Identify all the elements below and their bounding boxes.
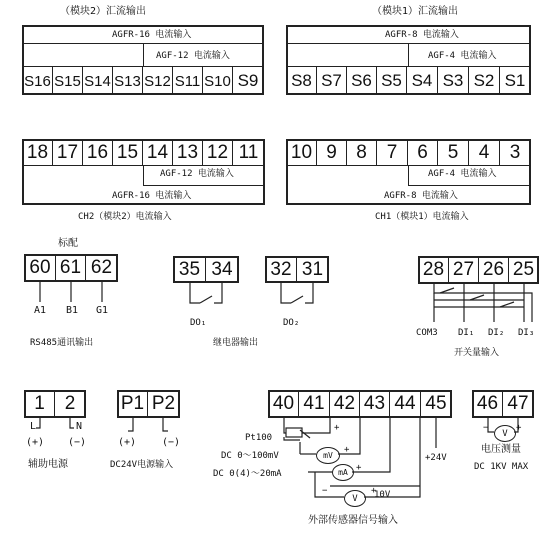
- sensor-24v-label: +24V: [425, 453, 447, 463]
- terminal: 3: [509, 141, 521, 163]
- terminal: 16: [83, 140, 113, 165]
- sensor-caption: 外部传感器信号输入: [308, 515, 398, 526]
- switch-di3-label: DI₃: [518, 328, 535, 338]
- v-meter-label: V: [352, 493, 358, 504]
- ch1-row1-label: AGF-4 电流输入: [428, 169, 497, 179]
- terminal: S16: [23, 67, 53, 95]
- terminal: 45: [425, 393, 447, 414]
- svg-text:+: +: [371, 486, 377, 496]
- terminal: S2: [469, 67, 500, 95]
- terminal: S15: [53, 67, 83, 95]
- svg-text:+: +: [344, 445, 350, 455]
- rs485-caption: RS485通讯输出: [30, 338, 94, 348]
- module1-row1-label: AGFR-8 电流输入: [385, 30, 459, 40]
- terminal: S3: [438, 67, 469, 95]
- terminal: 7: [377, 140, 408, 165]
- module2-row1-label: AGFR-16 电流输入: [112, 30, 192, 40]
- ch1-caption: CH1（模块1）电流输入: [375, 212, 469, 222]
- terminal: 17: [53, 140, 83, 165]
- terminal: 44: [390, 391, 421, 417]
- terminal: 26: [479, 257, 509, 283]
- terminal: 34: [211, 258, 233, 280]
- terminal: 47: [507, 393, 529, 414]
- terminal: 5: [438, 140, 469, 165]
- ch2-row1-label: AGF-12 电流输入: [160, 169, 234, 179]
- aux-minus-label: (−): [68, 437, 87, 448]
- terminal: S14: [83, 67, 113, 95]
- terminal: S11: [173, 67, 203, 95]
- switch-di2-label: DI₂: [488, 328, 505, 338]
- ch1-row2-label: AGFR-8 电流输入: [384, 191, 458, 201]
- relay-do2-label: DO₂: [283, 318, 300, 328]
- aux-caption: 辅助电源: [28, 459, 68, 470]
- dc24v-minus-label: (−): [162, 437, 181, 448]
- voltage-meter-label: V: [502, 428, 508, 439]
- terminal: 43: [360, 391, 390, 417]
- terminal: 28: [419, 257, 449, 283]
- terminal: 27: [449, 257, 479, 283]
- switch-caption: 开关量输入: [454, 348, 500, 358]
- switch-com-label: COM3: [416, 328, 438, 338]
- relay-caption: 继电器输出: [213, 338, 259, 348]
- terminal: S10: [203, 67, 233, 95]
- svg-text:+: +: [356, 463, 362, 473]
- ma-meter-label: mA: [338, 468, 348, 477]
- terminal: 61: [56, 255, 86, 281]
- module2-row2-label: AGF-12 电流输入: [156, 51, 230, 61]
- terminal: 12: [203, 140, 233, 165]
- terminal: S9: [237, 71, 259, 90]
- svg-text:+: +: [334, 423, 340, 433]
- terminal: S5: [377, 67, 407, 95]
- terminal: 4: [469, 140, 500, 165]
- voltage-caption2: DC 1KV MAX: [474, 462, 529, 472]
- terminal: 41: [299, 391, 330, 417]
- terminal: 9: [317, 140, 347, 165]
- terminal: P2: [151, 393, 176, 414]
- sensor-mv-label: DC 0～100mV: [221, 451, 279, 461]
- terminal: S7: [317, 67, 347, 95]
- terminal: 35: [174, 257, 206, 282]
- relay-do1-label: DO₁: [190, 318, 207, 328]
- terminal: 42: [330, 391, 360, 417]
- terminal: 6: [408, 140, 438, 165]
- terminal: 11: [238, 141, 259, 163]
- rs485-top-label: 标配: [58, 238, 78, 249]
- terminal: 40: [269, 391, 299, 417]
- svg-text:−: −: [483, 423, 489, 433]
- terminal: 13: [173, 140, 203, 165]
- terminal: 10: [287, 140, 317, 165]
- terminal: 31: [301, 258, 324, 280]
- module1-title: （模块1）汇流输出: [372, 6, 459, 17]
- aux-l-label: L: [30, 421, 37, 432]
- module1-row2-label: AGF-4 电流输入: [428, 51, 497, 61]
- voltage-caption1: 电压测量: [481, 444, 521, 455]
- terminal: S13: [113, 67, 143, 95]
- terminal: P1: [118, 391, 148, 417]
- terminal: S8: [287, 67, 317, 95]
- rs485-pin-a1: A1: [34, 305, 47, 316]
- terminal: S1: [504, 71, 526, 90]
- ch2-row2-label: AGFR-16 电流输入: [112, 191, 192, 201]
- sensor-ma-label: DC 0(4)～20mA: [213, 469, 282, 479]
- rs485-pin-g1: G1: [96, 305, 109, 316]
- module2-title: （模块2）汇流输出: [60, 6, 147, 17]
- terminal: 46: [473, 391, 503, 417]
- terminal: 15: [113, 140, 143, 165]
- terminal: 14: [143, 140, 173, 165]
- terminal: 32: [266, 257, 297, 282]
- switch-di1-label: DI₁: [458, 328, 475, 338]
- terminal: S4: [407, 67, 438, 95]
- ch2-caption: CH2（模块2）电流输入: [78, 212, 172, 222]
- terminal: 25: [512, 259, 535, 280]
- aux-n-label: N: [76, 421, 83, 432]
- terminal: 8: [347, 140, 377, 165]
- terminal: 18: [23, 140, 53, 165]
- terminal: 1: [25, 391, 55, 417]
- terminal: 62: [90, 257, 113, 278]
- terminal: 2: [64, 393, 76, 414]
- sensor-pt100-label: Pt100: [245, 433, 273, 443]
- terminal: S12: [143, 67, 173, 95]
- svg-text:+: +: [516, 423, 522, 433]
- dc24v-plus-label: (+): [118, 437, 137, 448]
- mv-meter-label: mV: [323, 451, 333, 460]
- sensor-10v-label: 10V: [374, 490, 391, 500]
- svg-text:−: −: [322, 486, 328, 496]
- terminal: S6: [347, 67, 377, 95]
- dc24v-caption: DC24V电源输入: [110, 460, 174, 470]
- aux-plus-label: (+): [26, 437, 45, 448]
- rs485-pin-b1: B1: [66, 305, 79, 316]
- terminal: 60: [25, 255, 56, 281]
